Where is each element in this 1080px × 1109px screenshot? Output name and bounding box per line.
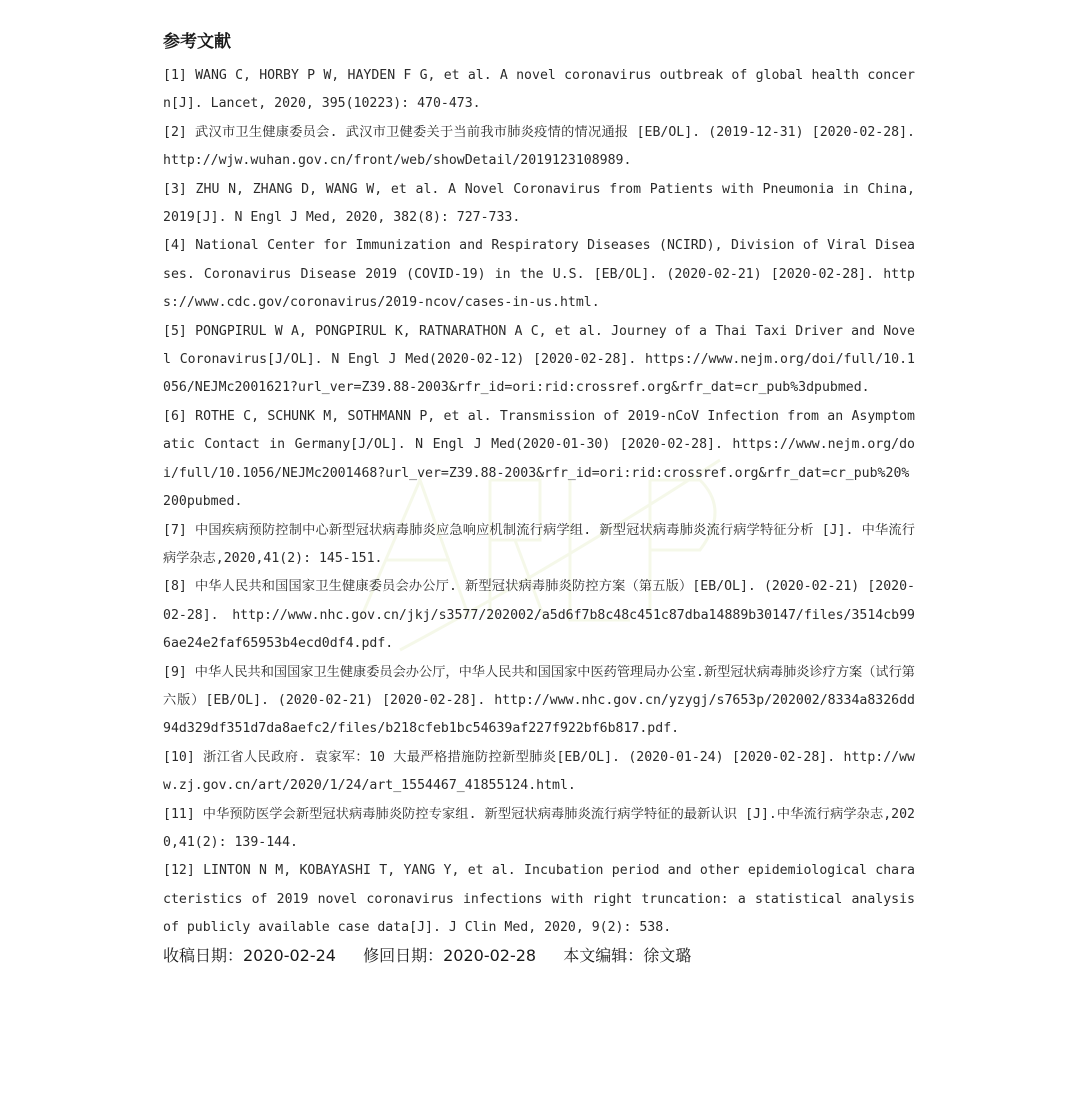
reference-list <box>163 62 915 943</box>
reference-12: [12] LINTON N M, KOBAYASHI T, YANG Y, et al. Incubation period and other epidemiological characteristics of 2019 novel coronavirus infections with right truncation: a statistical analysis of publicly available case data[J]. J Clin Med, 2020, 9(2): 538. <box>163 863 915 936</box>
references-heading: 参考文献 <box>163 32 231 52</box>
reference-4: [4] National Center for Immunization and Respiratory Diseases (NCIRD), Division of Viral Diseases. Coronavirus Disease 2019 (COVID-19) in the U.S. [EB/OL]. (2020-02-21) [2020-02-28]. https://www.cdc.gov/coronavirus/2019-ncov/cases-in-us.html. <box>163 238 915 311</box>
reference-10: [10] 浙江省人民政府. 袁家军：10 大最严格措施防控新型肺炎[EB/OL]. (2020-01-24) [2020-02-28]. http://www.zj.gov.cn/art/2020/1/24/art_1554467_41855124.html. <box>163 749 915 794</box>
reference-7: [7] 中国疾病预防控制中心新型冠状病毒肺炎应急响应机制流行病学组. 新型冠状病毒肺炎流行病学特征分析 [J]. 中华流行病学杂志,2020,41(2): 145-151. <box>163 522 915 566</box>
reference-1: [1] WANG C, HORBY P W, HAYDEN F G, et al. A novel coronavirus outbreak of global health concern[J]. Lancet, 2020, 395(10223): 470-473. <box>163 68 915 112</box>
reference-6: [6] ROTHE C, SCHUNK M, SOTHMANN P, et al. Transmission of 2019-nCoV Infection from an Asymptomatic Contact in Germany[J/OL]. N Engl J Med(2020-01-30) [2020-02-28]. https://www.nejm.org/doi/full/10.1056/NEJMc2001468?url_ver=Z39.88-2003&rfr_id=ori:rid:crossref.org&rfr_dat=cr_pub%20%200pubmed. <box>163 408 915 510</box>
received-date: 收稿日期：2020-02-24 <box>163 945 336 965</box>
reference-11: [11] 中华预防医学会新型冠状病毒肺炎防控专家组. 新型冠状病毒肺炎流行病学特征的最新认识 [J].中华流行病学杂志,2020,41(2): 139-144. <box>163 806 915 850</box>
reference-9: [9] 中华人民共和国国家卫生健康委员会办公厅，中华人民共和国国家中医药管理局办公室.新型冠状病毒肺炎诊疗方案（试行第六版）[EB/OL]. (2020-02-21) [2020-02-28]. http://www.nhc.gov.cn/yzygj/s7653p/202002/8334a8326dd94d329df351d7da8aefc2/files/b218cfeb1bc54639af227f922bf6b817.pdf. <box>163 664 915 737</box>
reference-2: [2] 武汉市卫生健康委员会. 武汉市卫健委关于当前我市肺炎疫情的情况通报 [EB/OL]. (2019-12-31) [2020-02-28]. http://wjw.wuhan.gov.cn/front/web/showDetail/2019123108989. <box>163 124 915 169</box>
reference-3: [3] ZHU N, ZHANG D, WANG W, et al. A Novel Coronavirus from Patients with Pneumonia in China, 2019[J]. N Engl J Med, 2020, 382(8): 727-733. <box>163 181 915 226</box>
reference-5: [5] PONGPIRUL W A, PONGPIRUL K, RATNARATHON A C, et al. Journey of a Thai Taxi Driver and Novel Coronavirus[J/OL]. N Engl J Med(2020-02-12) [2020-02-28]. https://www.nejm.org/doi/full/10.1056/NEJMc2001621?url_ver=Z39.88-2003&rfr_id=ori:rid:crossref.org&rfr_dat=cr_pub%3dpubmed. <box>163 323 915 396</box>
reference-8: [8] 中华人民共和国国家卫生健康委员会办公厅. 新型冠状病毒肺炎防控方案（第五版）[EB/OL]. (2020-02-21) [2020-02-28]. http://www.nhc.gov.cn/jkj/s3577/202002/a5d6f7b8c48c451c87dba14889b30147/files/3514cb996ae24e2faf65953b4ecd0df4.pdf. <box>163 579 915 652</box>
article-footer <box>163 943 915 969</box>
revised-date: 修回日期：2020-02-28 <box>363 945 537 965</box>
references-page <box>163 30 915 969</box>
editor-credit: 本文编辑：徐文璐 <box>563 945 692 965</box>
